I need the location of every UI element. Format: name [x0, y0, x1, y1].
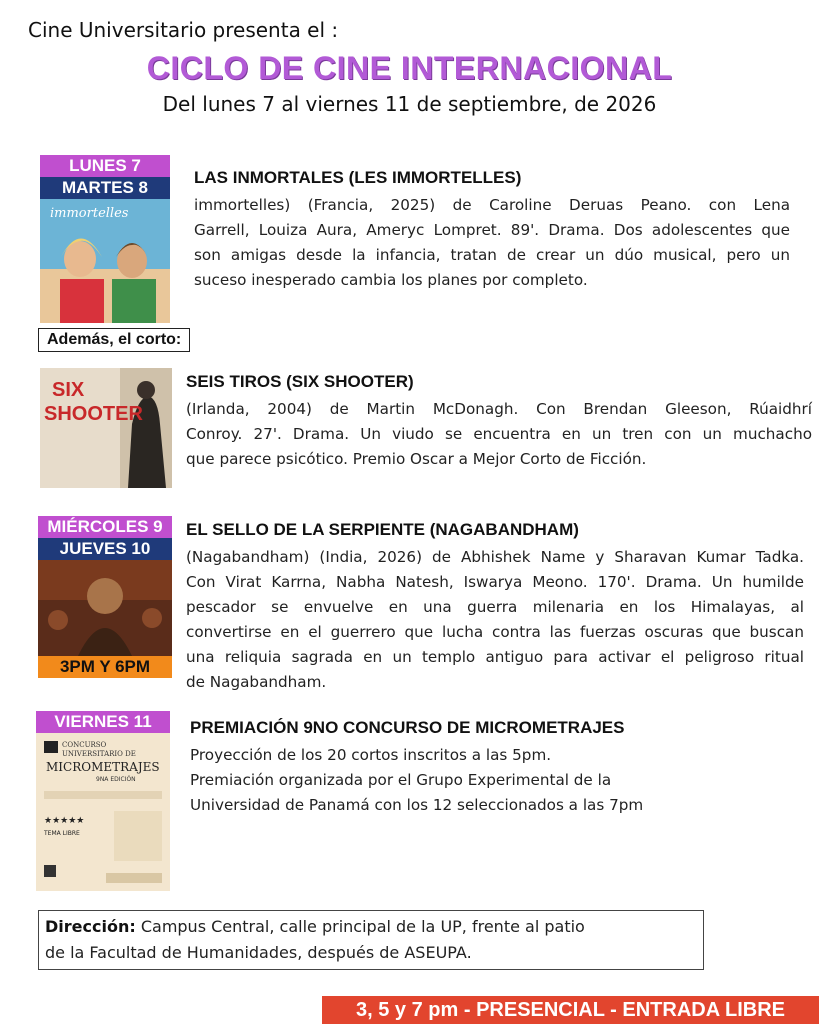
day-badge-jueves: JUEVES 10 [38, 538, 172, 560]
poster-title-shooter: SHOOTER [44, 403, 143, 425]
poster-line: UNIVERSITARIO DE [62, 750, 136, 758]
poster-line: MICROMETRAJES [46, 760, 160, 774]
desc-line: que parece psicótico. Premio Oscar a Mejor Corto de Ficción. [186, 450, 647, 468]
poster-image [40, 199, 170, 323]
poster-line: TEMA LIBRE [44, 830, 80, 837]
film-desc-immortelles [194, 193, 790, 293]
poster-line: 9NA EDICIÓN [96, 776, 136, 783]
desc-line: Conroy. 27'. Drama. Un viudo se encuentra en un tren con un muchacho [186, 425, 812, 443]
date-range: Del lunes 7 al viernes 11 de septiembre, de 2026 [162, 92, 657, 116]
poster-image [36, 733, 170, 891]
film-title-micrometrajes: PREMIACIÓN 9NO CONCURSO DE MICROMETRAJES [190, 718, 625, 737]
short-label: Además, el corto: [38, 328, 190, 352]
address-line-1: Campus Central, calle principal de la UP, frente al patio [135, 917, 585, 936]
desc-line: Universidad de Panamá con los 12 seleccionados a las 7pm [190, 796, 644, 814]
poster-title-six: SIX [52, 379, 85, 401]
poster-title-text: immortelles [50, 206, 129, 221]
poster-image [40, 368, 172, 488]
poster-nagabandham [38, 516, 172, 682]
desc-line: immortelles) (Francia, 2025) de Caroline Deruas Peano. con Lena [194, 196, 790, 214]
desc-line: (Irlanda, 2004) de Martin McDonagh. Con Brendan Gleeson, Rúaidhrí [186, 400, 812, 418]
address-box [38, 910, 704, 970]
desc-line: (Nagabandham) (India, 2026) de Abhishek Name y Sharavan Kumar Tadka. [186, 548, 804, 566]
intro-text: Cine Universitario presenta el : [28, 18, 339, 42]
day-badge-miercoles: MIÉRCOLES 9 [38, 516, 172, 538]
desc-line: Proyección de los 20 cortos inscritos a las 5pm. [190, 746, 552, 764]
poster-immortelles [40, 155, 170, 323]
desc-line: una reliquia sagrada en un templo antiguo para activar el peligroso ritual [186, 648, 804, 666]
desc-line: Premiación organizada por el Grupo Experimental de la [190, 771, 612, 789]
desc-line: convertirse en el guerrero que lucha contra las fuerzas oscuras que buscan [186, 623, 804, 641]
day-badge-viernes: VIERNES 11 [36, 711, 170, 733]
day-badge-martes: MARTES 8 [40, 177, 170, 199]
address-line-2: de la Facultad de Humanidades, después de ASEUPA. [45, 943, 472, 962]
desc-line: de Nagabandham. [186, 673, 327, 691]
film-title-nagabandham: EL SELLO DE LA SERPIENTE (NAGABANDHAM) [186, 520, 579, 539]
desc-line: Garrell, Louiza Aura, Ameryc Lompret. 89'. Drama. Dos adolescentes que [194, 221, 790, 239]
film-desc-micrometrajes [190, 743, 710, 818]
poster-line: CONCURSO [62, 741, 107, 749]
poster-image [38, 560, 172, 656]
film-desc-six-shooter [186, 397, 812, 472]
film-title-immortelles: LAS INMORTALES (LES IMMORTELLES) [194, 168, 522, 187]
desc-line: son amigas desde la infancia, tratan de crear un dúo musical, pero un [194, 246, 790, 264]
time-badge: 3PM Y 6PM [38, 656, 172, 678]
desc-line: Con Virat Karrna, Nabha Natesh, Iswarya Meono. 170'. Drama. Un humilde [186, 573, 804, 591]
desc-line: pescador se envuelve en una guerra milenaria en los Himalayas, al [186, 598, 804, 616]
entry-banner: 3, 5 y 7 pm - PRESENCIAL - ENTRADA LIBRE [322, 996, 819, 1024]
desc-line: suceso inesperado cambia los planes por completo. [194, 271, 588, 289]
svg-text:★★★★★: ★★★★★ [44, 816, 85, 826]
poster-micrometrajes [36, 711, 170, 891]
film-title-six-shooter: SEIS TIROS (SIX SHOOTER) [186, 372, 414, 391]
film-desc-nagabandham [186, 545, 804, 695]
day-badge-lunes: LUNES 7 [40, 155, 170, 177]
address-label: Dirección: [45, 917, 136, 936]
poster-six-shooter [40, 368, 172, 488]
page-title: CICLO DE CINE INTERNACIONAL [146, 50, 673, 86]
